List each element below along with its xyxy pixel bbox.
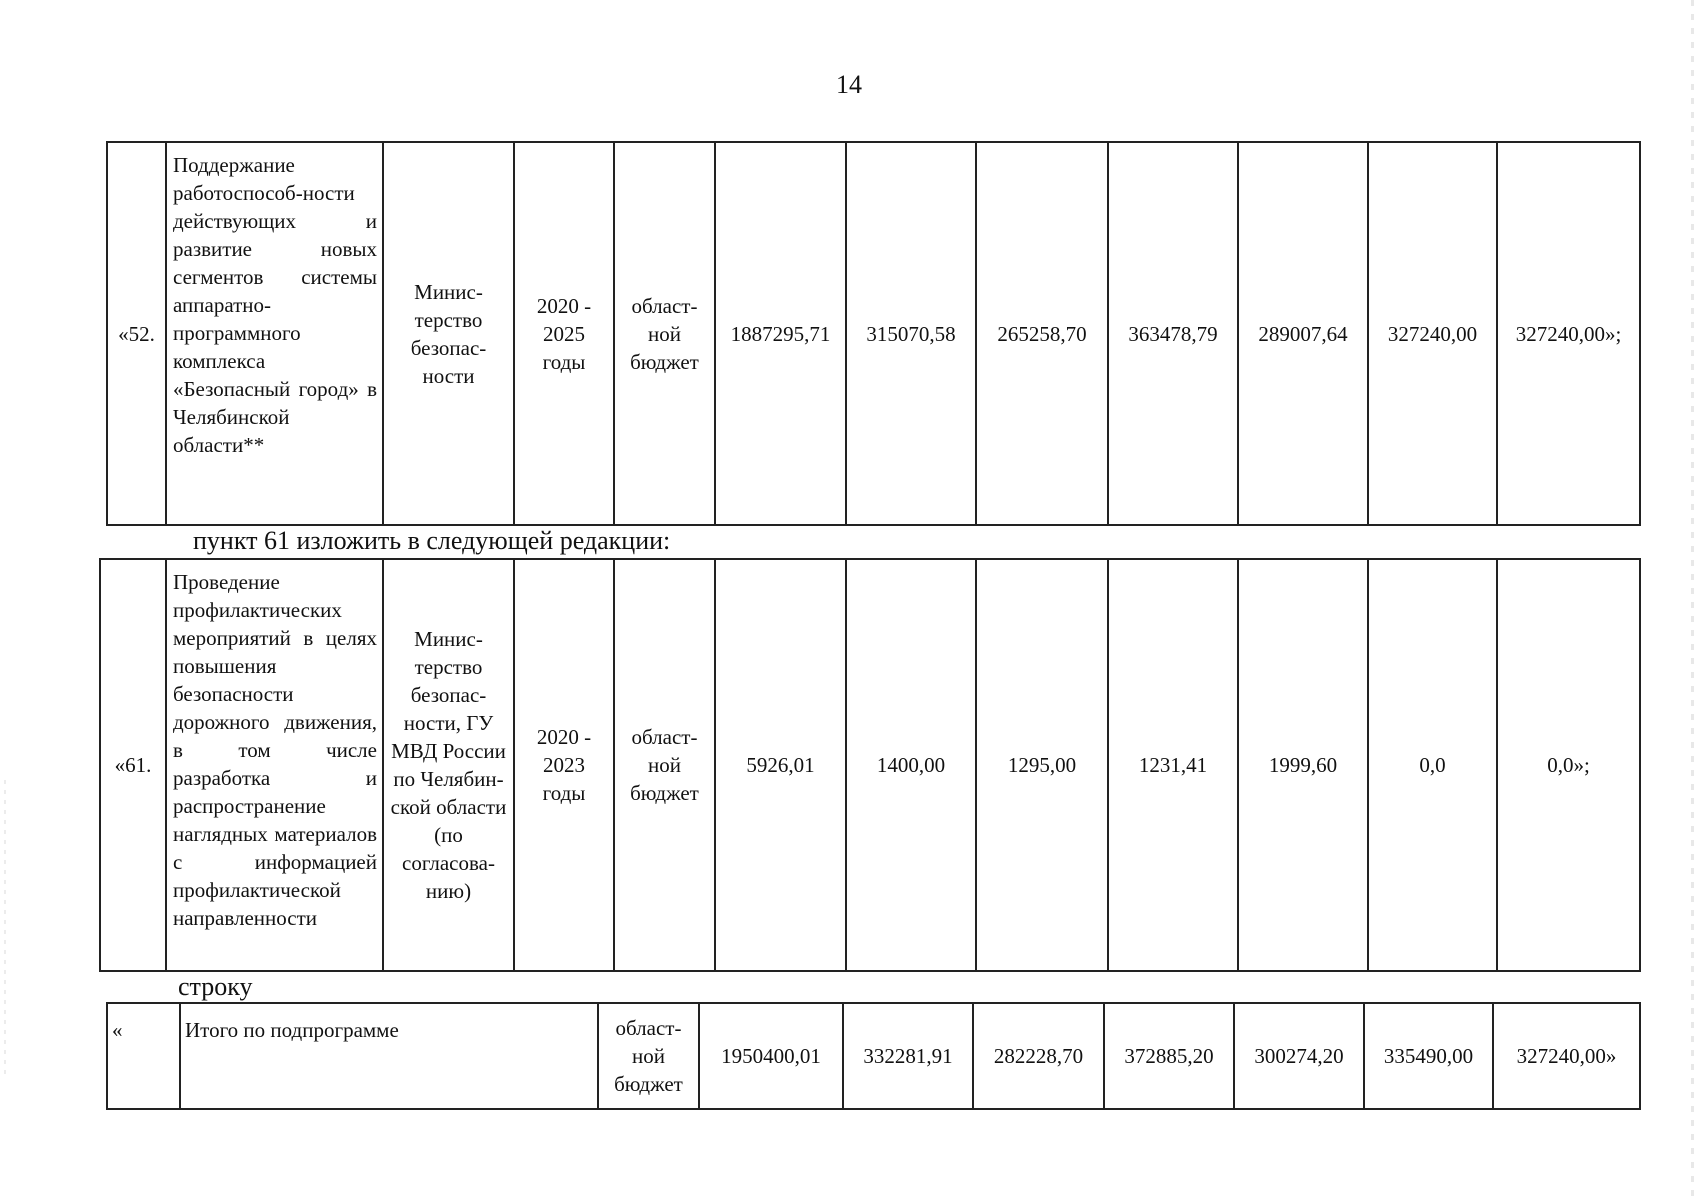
opening-quote: « (107, 1003, 180, 1109)
activity-description: Поддержание работоспособ-ности действующих и развитие новых сегментов системы аппаратно-программного комплекса «Безопасный город» в Челябинской области** (166, 142, 383, 525)
program-table-row-61 (99, 558, 1641, 972)
table-row (100, 559, 1640, 971)
amount-2025: 327240,00» (1493, 1003, 1640, 1109)
table-row (107, 1003, 1640, 1109)
amount-2021: 1295,00 (976, 559, 1108, 971)
amount-2020: 315070,58 (846, 142, 976, 525)
amount-2023: 289007,64 (1238, 142, 1368, 525)
amount-2023: 300274,20 (1234, 1003, 1364, 1109)
scan-edge-artifact (1691, 0, 1694, 1200)
funding-source-cell: област-ной бюджет (614, 142, 715, 525)
executor-cell: Минис-терство безопас-ности (383, 142, 514, 525)
period-cell: 2020 - 2025 годы (514, 142, 614, 525)
activity-description: Проведение профилактических мероприятий в целях повышения безопасности дорожного движения, в том числе разработка и распространение наглядных материалов с информацией профилактической направленности (166, 559, 383, 971)
scan-edge-artifact-left (4, 780, 6, 1080)
amount-2025: 327240,00»; (1497, 142, 1640, 525)
amount-2021: 282228,70 (973, 1003, 1104, 1109)
amount-total: 5926,01 (715, 559, 846, 971)
program-table-total (106, 1002, 1641, 1110)
funding-source-cell: област-ной бюджет (598, 1003, 699, 1109)
executor-cell: Минис-терство безопас-ности, ГУ МВД России по Челябин-ской области (по согласова-нию) (383, 559, 514, 971)
row-number: «61. (100, 559, 166, 971)
program-table-row-52 (106, 141, 1641, 526)
amount-2022: 1231,41 (1108, 559, 1238, 971)
amount-2020: 1400,00 (846, 559, 976, 971)
instruction-text-total: строку (178, 972, 253, 1001)
amount-total: 1950400,01 (699, 1003, 843, 1109)
period-cell: 2020 - 2023 годы (514, 559, 614, 971)
amount-2024: 0,0 (1368, 559, 1497, 971)
amount-2023: 1999,60 (1238, 559, 1368, 971)
page-number: 14 (836, 70, 862, 99)
amount-2022: 363478,79 (1108, 142, 1238, 525)
total-label: Итого по подпрограмме (180, 1003, 598, 1109)
amount-2022: 372885,20 (1104, 1003, 1234, 1109)
instruction-text-61: пункт 61 изложить в следующей редакции: (193, 526, 671, 555)
funding-source-cell: област-ной бюджет (614, 559, 715, 971)
amount-2021: 265258,70 (976, 142, 1108, 525)
row-number: «52. (107, 142, 166, 525)
amount-2024: 327240,00 (1368, 142, 1497, 525)
amount-total: 1887295,71 (715, 142, 846, 525)
amount-2020: 332281,91 (843, 1003, 973, 1109)
amount-2025: 0,0»; (1497, 559, 1640, 971)
amount-2024: 335490,00 (1364, 1003, 1493, 1109)
table-row (107, 142, 1640, 525)
